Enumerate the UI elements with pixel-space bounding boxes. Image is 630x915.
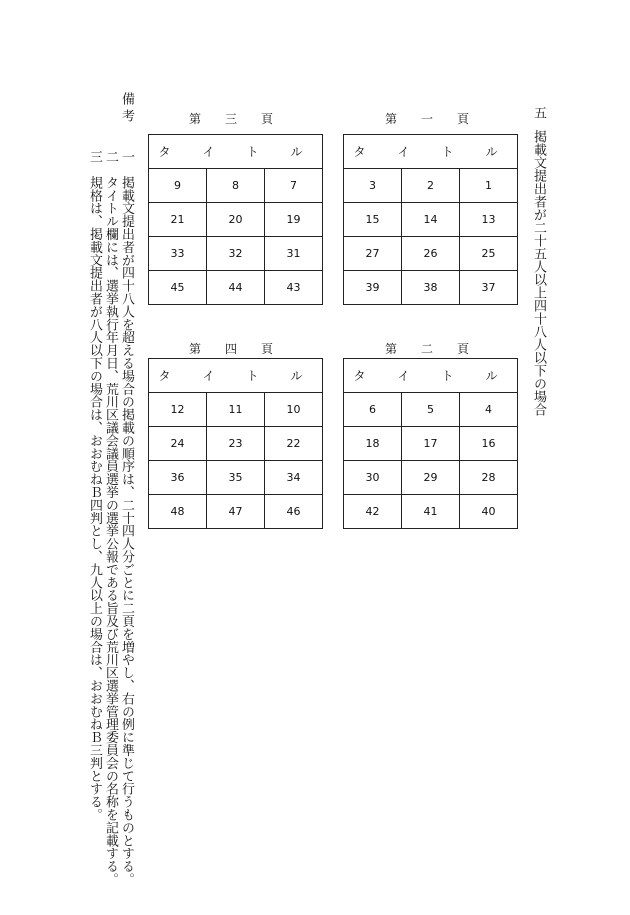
slot-cell: 41 bbox=[402, 495, 460, 529]
table-row bbox=[344, 203, 518, 237]
notes-heading: 備考 bbox=[119, 92, 134, 126]
slot-cell: 24 bbox=[149, 427, 207, 461]
slot-cell: 48 bbox=[149, 495, 207, 529]
slot-cell: 46 bbox=[265, 495, 323, 529]
slot-cell: 22 bbox=[265, 427, 323, 461]
slot-cell: 35 bbox=[207, 461, 265, 495]
slot-cell: 4 bbox=[460, 393, 518, 427]
layout-table-page-3 bbox=[148, 134, 323, 305]
section-number: 五 bbox=[531, 106, 546, 119]
slot-cell: 45 bbox=[149, 271, 207, 305]
slot-cell: 14 bbox=[402, 203, 460, 237]
slot-cell: 21 bbox=[149, 203, 207, 237]
section-heading: 掲載文提出者が二十五人以上四十八人以下の場合 bbox=[531, 130, 546, 416]
slot-cell: 11 bbox=[207, 393, 265, 427]
slot-cell: 6 bbox=[344, 393, 402, 427]
slot-cell: 39 bbox=[344, 271, 402, 305]
slot-cell: 17 bbox=[402, 427, 460, 461]
slot-cell: 47 bbox=[207, 495, 265, 529]
title-cell: タ イ ト ル bbox=[149, 359, 323, 393]
slot-cell: 34 bbox=[265, 461, 323, 495]
table-row bbox=[344, 237, 518, 271]
slot-cell: 8 bbox=[207, 169, 265, 203]
slot-cell: 32 bbox=[207, 237, 265, 271]
slot-cell: 13 bbox=[460, 203, 518, 237]
table-row bbox=[149, 393, 323, 427]
slot-cell: 15 bbox=[344, 203, 402, 237]
slot-cell: 31 bbox=[265, 237, 323, 271]
slot-cell: 3 bbox=[344, 169, 402, 203]
layout-table-page-2 bbox=[343, 358, 518, 529]
slot-cell: 19 bbox=[265, 203, 323, 237]
slot-cell: 44 bbox=[207, 271, 265, 305]
note-3-text: 規格は、掲載文提出者が八人以下の場合は、おおむねＢ四判とし、九人以上の場合は、おおむねＢ三判とする。 bbox=[87, 176, 102, 821]
slot-cell: 16 bbox=[460, 427, 518, 461]
slot-cell: 7 bbox=[265, 169, 323, 203]
slot-cell: 37 bbox=[460, 271, 518, 305]
title-cell: タ イ ト ル bbox=[149, 135, 323, 169]
table-row bbox=[344, 271, 518, 305]
page-label-1: 第 一 頁 bbox=[384, 112, 475, 126]
slot-cell: 38 bbox=[402, 271, 460, 305]
note-3-number: 三 bbox=[87, 150, 102, 163]
layout-table-page-1 bbox=[343, 134, 518, 305]
note-1-text: 掲載文提出者が四十八人を超える場合の掲載の順序は、二十四人分ごとに二頁を増やし、右の例に準じて行うものとする。 bbox=[119, 176, 134, 886]
slot-cell: 18 bbox=[344, 427, 402, 461]
page-label-3: 第 三 頁 bbox=[188, 112, 279, 126]
slot-cell: 10 bbox=[265, 393, 323, 427]
slot-cell: 36 bbox=[149, 461, 207, 495]
title-cell: タ イ ト ル bbox=[344, 135, 518, 169]
slot-cell: 28 bbox=[460, 461, 518, 495]
note-2-text: タイトル欄には、選挙執行年月日、荒川区議会議員選挙の選挙公報である旨及び荒川区選挙管理委員会の名称を記載する。 bbox=[103, 176, 118, 886]
slot-cell: 1 bbox=[460, 169, 518, 203]
page-label-4: 第 四 頁 bbox=[188, 342, 279, 356]
page-label-2: 第 二 頁 bbox=[384, 342, 475, 356]
slot-cell: 5 bbox=[402, 393, 460, 427]
table-row bbox=[149, 495, 323, 529]
slot-cell: 33 bbox=[149, 237, 207, 271]
table-row bbox=[344, 169, 518, 203]
table-row bbox=[344, 393, 518, 427]
slot-cell: 26 bbox=[402, 237, 460, 271]
slot-cell: 23 bbox=[207, 427, 265, 461]
table-row bbox=[344, 461, 518, 495]
slot-cell: 20 bbox=[207, 203, 265, 237]
slot-cell: 29 bbox=[402, 461, 460, 495]
note-1-number: 一 bbox=[119, 150, 134, 163]
table-row bbox=[149, 237, 323, 271]
table-row bbox=[149, 271, 323, 305]
slot-cell: 12 bbox=[149, 393, 207, 427]
table-row bbox=[344, 495, 518, 529]
table-row bbox=[149, 203, 323, 237]
layout-table-page-4 bbox=[148, 358, 323, 529]
table-row bbox=[149, 169, 323, 203]
slot-cell: 30 bbox=[344, 461, 402, 495]
note-2-number: 二 bbox=[103, 150, 118, 163]
slot-cell: 25 bbox=[460, 237, 518, 271]
slot-cell: 43 bbox=[265, 271, 323, 305]
table-row bbox=[149, 461, 323, 495]
slot-cell: 27 bbox=[344, 237, 402, 271]
slot-cell: 40 bbox=[460, 495, 518, 529]
slot-cell: 9 bbox=[149, 169, 207, 203]
slot-cell: 2 bbox=[402, 169, 460, 203]
title-cell: タ イ ト ル bbox=[344, 359, 518, 393]
slot-cell: 42 bbox=[344, 495, 402, 529]
table-row bbox=[149, 427, 323, 461]
table-row bbox=[344, 427, 518, 461]
